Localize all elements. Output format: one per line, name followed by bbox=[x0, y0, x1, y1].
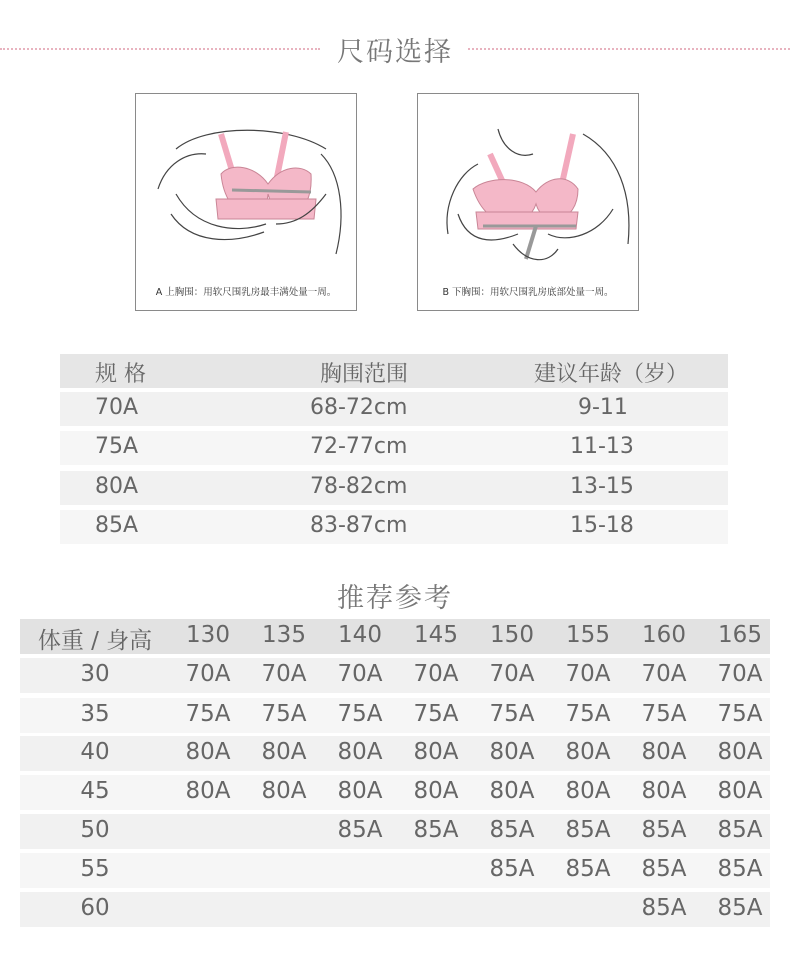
reference-table-row bbox=[20, 698, 770, 733]
recommended-size-cell: 70A bbox=[413, 661, 459, 687]
recommended-size-cell: 80A bbox=[565, 739, 611, 765]
weight-cell: 45 bbox=[80, 778, 110, 804]
height-col-header: 140 bbox=[338, 622, 382, 648]
recommended-size-cell: 80A bbox=[337, 778, 383, 804]
recommended-size-cell: 85A bbox=[489, 817, 535, 843]
size-table-row bbox=[60, 510, 728, 544]
age-cell: 13-15 bbox=[570, 474, 634, 499]
weight-cell: 55 bbox=[80, 856, 110, 882]
bust-range-cell: 72-77cm bbox=[310, 434, 408, 459]
age-col-header: 建议年龄（岁） bbox=[534, 362, 689, 387]
recommended-size-cell: 80A bbox=[261, 739, 307, 765]
recommended-size-cell: 75A bbox=[413, 701, 459, 727]
recommended-size-cell: 75A bbox=[337, 701, 383, 727]
recommended-size-cell: 75A bbox=[489, 701, 535, 727]
recommended-size-cell: 70A bbox=[641, 661, 687, 687]
weight-cell: 50 bbox=[80, 817, 110, 843]
section-title-size: 尺码选择 bbox=[337, 37, 453, 68]
reference-table-row bbox=[20, 814, 770, 849]
section-title-reference: 推荐参考 bbox=[337, 583, 453, 614]
age-cell: 15-18 bbox=[570, 513, 634, 538]
height-col-header: 155 bbox=[566, 622, 610, 648]
recommended-size-cell: 80A bbox=[717, 778, 763, 804]
caption-under-bust: B 下胸围：用软尺围乳房底部处量一周。 bbox=[442, 287, 614, 298]
recommended-size-cell: 75A bbox=[717, 701, 763, 727]
recommended-size-cell: 80A bbox=[489, 739, 535, 765]
upper-bust-measure-figure bbox=[136, 94, 358, 312]
height-col-header: 130 bbox=[186, 622, 230, 648]
caption-upper-bust: A 上胸围：用软尺围乳房最丰满处量一周。 bbox=[155, 287, 337, 298]
bust-range-cell: 83-87cm bbox=[310, 513, 408, 538]
size-table-header bbox=[60, 354, 728, 388]
recommended-size-cell: 80A bbox=[185, 739, 231, 765]
recommended-size-cell: 75A bbox=[641, 701, 687, 727]
height-col-header: 135 bbox=[262, 622, 306, 648]
bust-range-cell: 78-82cm bbox=[310, 474, 408, 499]
recommended-size-cell: 80A bbox=[641, 739, 687, 765]
reference-table-row bbox=[20, 853, 770, 888]
height-col-header: 145 bbox=[414, 622, 458, 648]
illustration-upper-bust bbox=[135, 93, 357, 311]
recommended-size-cell: 80A bbox=[717, 739, 763, 765]
weight-cell: 40 bbox=[80, 739, 110, 765]
recommended-size-cell: 75A bbox=[261, 701, 307, 727]
reference-table-row bbox=[20, 775, 770, 810]
recommended-size-cell: 80A bbox=[337, 739, 383, 765]
reference-table-row bbox=[20, 658, 770, 693]
age-cell: 9-11 bbox=[578, 395, 628, 420]
recommended-size-cell: 85A bbox=[641, 856, 687, 882]
recommended-size-cell: 85A bbox=[641, 895, 687, 921]
size-cell: 75A bbox=[95, 434, 139, 459]
size-cell: 80A bbox=[95, 474, 139, 499]
reference-table-row bbox=[20, 892, 770, 927]
recommended-size-cell: 80A bbox=[413, 778, 459, 804]
recommended-size-cell: 80A bbox=[261, 778, 307, 804]
weight-cell: 60 bbox=[80, 895, 110, 921]
height-col-header: 160 bbox=[642, 622, 686, 648]
recommended-size-cell: 85A bbox=[717, 895, 763, 921]
recommended-size-cell: 75A bbox=[565, 701, 611, 727]
recommended-size-cell: 80A bbox=[641, 778, 687, 804]
recommended-size-cell: 70A bbox=[565, 661, 611, 687]
recommended-size-cell: 85A bbox=[717, 856, 763, 882]
title-divider-right bbox=[468, 48, 790, 50]
size-table-row bbox=[60, 471, 728, 505]
recommended-size-cell: 85A bbox=[489, 856, 535, 882]
recommended-size-cell: 80A bbox=[413, 739, 459, 765]
recommended-size-cell: 85A bbox=[565, 817, 611, 843]
size-table-row bbox=[60, 431, 728, 465]
recommended-size-cell: 85A bbox=[413, 817, 459, 843]
reference-table-row bbox=[20, 736, 770, 771]
height-col-header: 150 bbox=[490, 622, 534, 648]
height-col-header: 165 bbox=[718, 622, 762, 648]
weight-cell: 30 bbox=[80, 661, 110, 687]
size-cell: 85A bbox=[95, 513, 139, 538]
weight-cell: 35 bbox=[80, 701, 110, 727]
recommended-size-cell: 80A bbox=[185, 778, 231, 804]
bust-range-col-header: 胸围范围 bbox=[320, 362, 409, 387]
bust-range-cell: 68-72cm bbox=[310, 395, 408, 420]
age-cell: 11-13 bbox=[570, 434, 634, 459]
recommended-size-cell: 80A bbox=[489, 778, 535, 804]
size-col-header: 规 格 bbox=[95, 362, 146, 387]
recommended-size-cell: 85A bbox=[717, 817, 763, 843]
recommended-size-cell: 70A bbox=[717, 661, 763, 687]
weight-height-corner-header: 体重 / 身高 bbox=[37, 628, 153, 654]
recommended-size-cell: 70A bbox=[261, 661, 307, 687]
recommended-size-cell: 70A bbox=[489, 661, 535, 687]
size-table-row bbox=[60, 392, 728, 426]
recommended-size-cell: 75A bbox=[185, 701, 231, 727]
recommended-size-cell: 80A bbox=[565, 778, 611, 804]
recommended-size-cell: 85A bbox=[641, 817, 687, 843]
recommended-size-cell: 85A bbox=[337, 817, 383, 843]
reference-table-header bbox=[20, 619, 770, 654]
under-bust-measure-figure bbox=[418, 94, 640, 312]
recommended-size-cell: 70A bbox=[185, 661, 231, 687]
size-cell: 70A bbox=[95, 395, 139, 420]
recommended-size-cell: 70A bbox=[337, 661, 383, 687]
illustration-under-bust bbox=[417, 93, 639, 311]
recommended-size-cell: 85A bbox=[565, 856, 611, 882]
